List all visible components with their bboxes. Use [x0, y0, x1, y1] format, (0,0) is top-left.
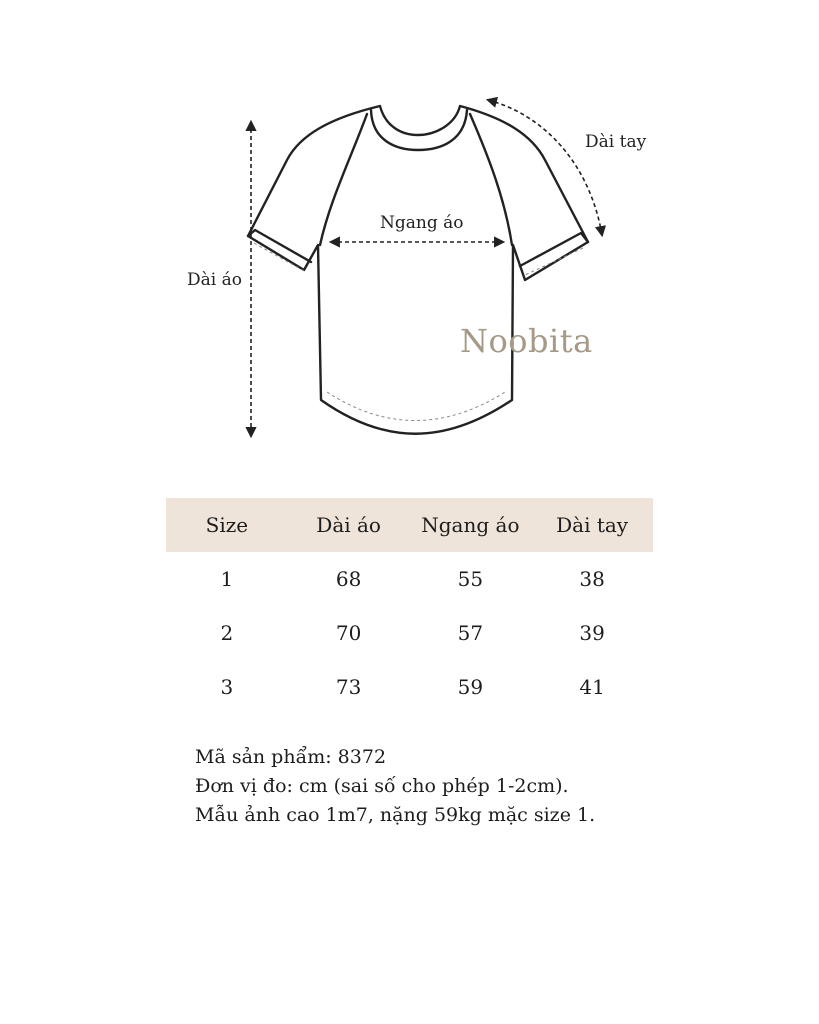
- table-cell: 73: [335, 675, 362, 699]
- tshirt-outline-icon: [0, 0, 819, 470]
- table-cell: 59: [457, 675, 484, 699]
- table-cell: 57: [457, 621, 484, 645]
- table-row: [166, 606, 653, 660]
- header-cell: Dài áo: [316, 513, 381, 537]
- table-row: [166, 660, 653, 714]
- length-label: Dài áo: [187, 270, 242, 290]
- table-cell: 3: [220, 675, 234, 699]
- table-cell: 55: [457, 567, 484, 591]
- table-row: [166, 552, 653, 606]
- table-header: [166, 498, 653, 552]
- size-table: [166, 498, 653, 714]
- table-cell: 68: [335, 567, 362, 591]
- table-cell: 38: [579, 567, 605, 591]
- unit-note: Đơn vị đo: cm (sai số cho phép 1-2cm).: [195, 775, 569, 797]
- table-cell: 41: [579, 675, 605, 699]
- header-cell: Ngang áo: [421, 513, 520, 537]
- size-diagram: [0, 0, 819, 470]
- sleeve-label: Dài tay: [585, 132, 647, 152]
- header-cell: Size: [205, 513, 249, 537]
- header-cell: Dài tay: [556, 513, 629, 537]
- product-code: Mã sản phẩm: 8372: [195, 746, 387, 768]
- table-cell: 1: [220, 567, 234, 591]
- table-cell: 39: [579, 621, 605, 645]
- product-notes: [195, 743, 595, 830]
- brand-logo: Noobita: [460, 322, 593, 360]
- table-cell: 2: [220, 621, 234, 645]
- model-note: Mẫu ảnh cao 1m7, nặng 59kg mặc size 1.: [195, 804, 596, 826]
- table-cell: 70: [335, 621, 362, 645]
- width-label: Ngang áo: [380, 213, 464, 233]
